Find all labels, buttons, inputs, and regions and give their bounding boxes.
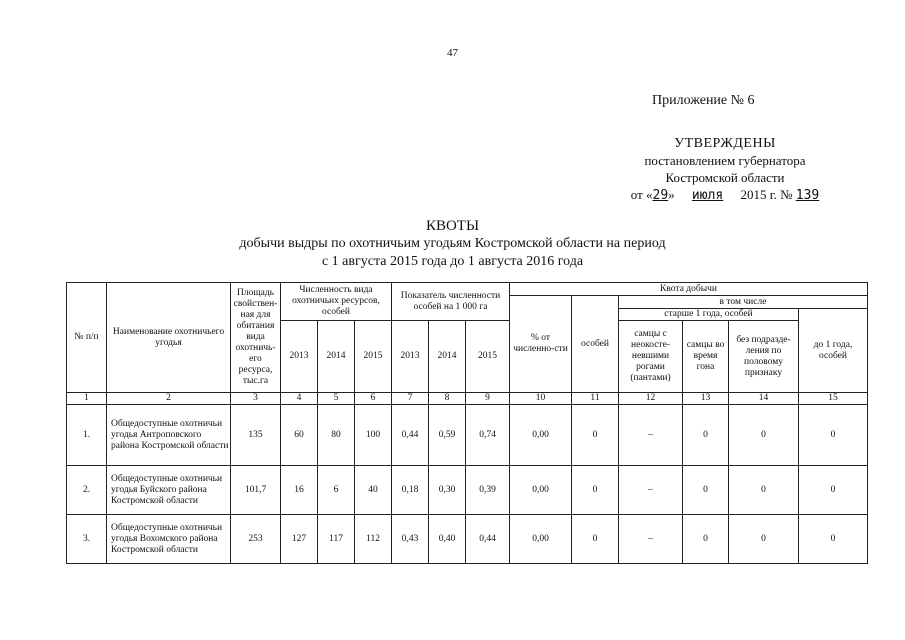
- header-under-one: до 1 года, особей: [799, 309, 868, 393]
- header-males-antlers: самцы с неокосте-невшими рогами (пантами): [619, 321, 683, 393]
- header-population: Численность вида охотничьих ресурсов, особей: [281, 283, 392, 321]
- col-number: 14: [729, 393, 799, 405]
- decree-number: 139: [795, 188, 820, 203]
- col-number: 4: [281, 393, 318, 405]
- row-pop-2015: 112: [355, 515, 392, 564]
- column-number-row: [67, 393, 868, 405]
- row-den-2014: 0,40: [429, 515, 466, 564]
- approval-date-line: [565, 186, 885, 204]
- row-individuals: 0: [572, 466, 619, 515]
- header-percent: % от численно-сти: [510, 296, 572, 393]
- date-year: 2015 г. №: [740, 187, 793, 202]
- header-num: № п/п: [67, 283, 107, 393]
- col-number: 2: [107, 393, 231, 405]
- col-number: 1: [67, 393, 107, 405]
- row-pop-2014: 80: [318, 405, 355, 466]
- row-males-antlers: –: [619, 405, 683, 466]
- date-month: июля: [691, 188, 724, 203]
- row-pop-2013: 60: [281, 405, 318, 466]
- row-no-sex: 0: [729, 515, 799, 564]
- row-males-rut: 0: [683, 466, 729, 515]
- row-males-rut: 0: [683, 515, 729, 564]
- table-row: [67, 405, 868, 466]
- approval-line-2: Костромской области: [665, 170, 785, 185]
- col-number: 10: [510, 393, 572, 405]
- col-number: 3: [231, 393, 281, 405]
- table-row: [67, 515, 868, 564]
- approval-line-1: постановлением губернатора: [644, 153, 806, 168]
- header-pop-2013: 2013: [281, 321, 318, 393]
- row-percent: 0,00: [510, 515, 572, 564]
- row-name: Общедоступные охотничьи угодья Вохомского района Костромской области: [107, 515, 231, 564]
- approval-block: [565, 135, 885, 204]
- row-percent: 0,00: [510, 466, 572, 515]
- row-den-2015: 0,44: [466, 515, 510, 564]
- row-den-2014: 0,59: [429, 405, 466, 466]
- row-pop-2014: 6: [318, 466, 355, 515]
- row-num: 1.: [67, 405, 107, 466]
- header-density: Показатель численности особей на 1 000 га: [392, 283, 510, 321]
- col-number: 9: [466, 393, 510, 405]
- date-prefix: от «: [630, 187, 653, 202]
- header-name: Наименование охотничьего угодья: [107, 283, 231, 393]
- header-den-2014: 2014: [429, 321, 466, 393]
- row-name: Общедоступные охотничьи угодья Антроповского района Костромской области: [107, 405, 231, 466]
- header-no-sex: без подразде-ления по половому признаку: [729, 321, 799, 393]
- header-quota: Квота добычи: [510, 283, 868, 296]
- row-den-2013: 0,43: [392, 515, 429, 564]
- row-under-one: 0: [799, 466, 868, 515]
- document-title: [0, 217, 905, 271]
- col-number: 5: [318, 393, 355, 405]
- row-pop-2015: 40: [355, 466, 392, 515]
- quota-table: [66, 282, 868, 564]
- title-main: КВОТЫ: [425, 218, 480, 234]
- col-number: 12: [619, 393, 683, 405]
- row-pop-2015: 100: [355, 405, 392, 466]
- col-number: 11: [572, 393, 619, 405]
- row-no-sex: 0: [729, 466, 799, 515]
- row-den-2013: 0,18: [392, 466, 429, 515]
- header-den-2015: 2015: [466, 321, 510, 393]
- row-males-rut: 0: [683, 405, 729, 466]
- header-individuals: особей: [572, 296, 619, 393]
- row-area: 101,7: [231, 466, 281, 515]
- header-including: в том числе: [619, 296, 868, 309]
- row-percent: 0,00: [510, 405, 572, 466]
- row-num: 2.: [67, 466, 107, 515]
- row-individuals: 0: [572, 405, 619, 466]
- row-pop-2013: 16: [281, 466, 318, 515]
- col-number: 13: [683, 393, 729, 405]
- col-number: 7: [392, 393, 429, 405]
- row-name: Общедоступные охотничьи угодья Буйского района Костромской области: [107, 466, 231, 515]
- row-under-one: 0: [799, 515, 868, 564]
- header-males-rut: самцы во время гона: [683, 321, 729, 393]
- page-number: 47: [447, 47, 458, 59]
- header-den-2013: 2013: [392, 321, 429, 393]
- col-number: 8: [429, 393, 466, 405]
- title-line-1: добычи выдры по охотничьим угодьям Костромской области на период: [239, 236, 666, 251]
- row-males-antlers: –: [619, 466, 683, 515]
- approval-heading: УТВЕРЖДЕНЫ: [674, 136, 776, 151]
- header-pop-2015: 2015: [355, 321, 392, 393]
- row-num: 3.: [67, 515, 107, 564]
- row-pop-2013: 127: [281, 515, 318, 564]
- title-line-2: с 1 августа 2015 года до 1 августа 2016 года: [321, 254, 584, 269]
- row-area: 253: [231, 515, 281, 564]
- row-no-sex: 0: [729, 405, 799, 466]
- row-under-one: 0: [799, 405, 868, 466]
- header-pop-2014: 2014: [318, 321, 355, 393]
- header-area: Площадь свойствен-ная для обитания вида охотничь-его ресурса, тыс.га: [231, 283, 281, 393]
- row-pop-2014: 117: [318, 515, 355, 564]
- date-day: 29: [652, 188, 669, 203]
- date-mid: »: [668, 187, 675, 202]
- row-area: 135: [231, 405, 281, 466]
- row-individuals: 0: [572, 515, 619, 564]
- col-number: 15: [799, 393, 868, 405]
- row-den-2015: 0,39: [466, 466, 510, 515]
- row-den-2013: 0,44: [392, 405, 429, 466]
- appendix-label: Приложение № 6: [652, 93, 755, 108]
- row-males-antlers: –: [619, 515, 683, 564]
- row-den-2014: 0,30: [429, 466, 466, 515]
- col-number: 6: [355, 393, 392, 405]
- table-row: [67, 466, 868, 515]
- header-older-one-year: старше 1 года, особей: [619, 309, 799, 321]
- row-den-2015: 0,74: [466, 405, 510, 466]
